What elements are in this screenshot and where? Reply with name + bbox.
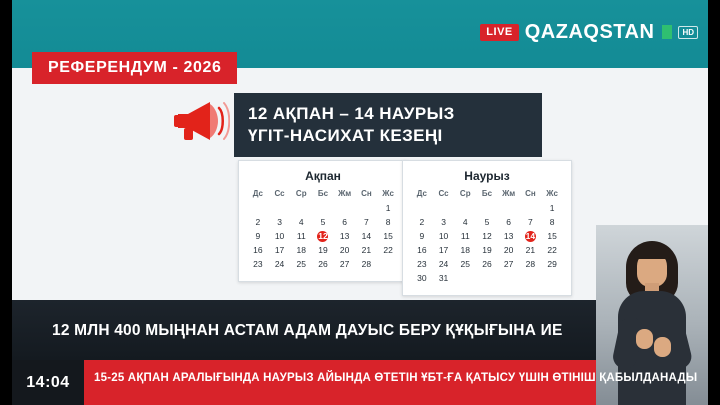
presenter-right-hand bbox=[654, 337, 671, 357]
highlight-marker: 14 bbox=[525, 230, 536, 241]
referendum-tag: РЕФЕРЕНДУМ - 2026 bbox=[32, 52, 237, 84]
calendar-day bbox=[541, 271, 563, 285]
calendar-day: 9 bbox=[255, 231, 261, 241]
calendar-week-row bbox=[411, 271, 563, 285]
calendar-day: 11 bbox=[460, 231, 470, 241]
calendar-day: 17 bbox=[274, 245, 285, 255]
calendar-day: 19 bbox=[318, 245, 328, 255]
calendar-march bbox=[402, 160, 572, 296]
calendar-day: 23 bbox=[253, 259, 263, 269]
calendar-day: 18 bbox=[296, 245, 306, 255]
calendar-week-row bbox=[411, 243, 563, 257]
calendar-day: 20 bbox=[339, 245, 350, 255]
pillarbox-left bbox=[0, 0, 12, 405]
highlight-marker: 12 bbox=[318, 230, 328, 241]
live-badge: LIVE bbox=[480, 24, 518, 41]
megaphone-icon bbox=[172, 96, 230, 144]
calendar-day: 4 bbox=[462, 217, 468, 227]
calendar-day: 18 bbox=[460, 245, 470, 255]
calendar-title: Ақпан bbox=[305, 169, 341, 183]
calendar-day: 8 bbox=[549, 217, 555, 227]
weekday-label: Бс bbox=[481, 189, 493, 198]
lower-third-text: 12 МЛН 400 МЫҢНАН АСТАМ АДАМ ДАУЫС БЕРУ ҚҰҚЫҒЫНА ИЕ bbox=[52, 322, 563, 339]
calendar-day bbox=[433, 201, 455, 215]
calendar-day: 21 bbox=[361, 245, 372, 255]
channel-name: QAZAQSTAN bbox=[524, 21, 655, 43]
calendar-day: 3 bbox=[441, 217, 446, 227]
calendar-day bbox=[411, 201, 433, 215]
calendar-day bbox=[269, 201, 291, 215]
calendar-day: 13 bbox=[503, 231, 514, 241]
calendar-day: 27 bbox=[339, 259, 350, 269]
calendar-day: 7 bbox=[364, 217, 369, 227]
calendar-day: 28 bbox=[525, 259, 536, 269]
calendar-day: 7 bbox=[528, 217, 533, 227]
calendar-day: 15 bbox=[547, 231, 557, 241]
presenter-left-hand bbox=[636, 329, 653, 349]
calendar-week-row bbox=[247, 257, 399, 271]
calendar-day bbox=[520, 271, 542, 285]
channel-logo bbox=[480, 22, 698, 42]
calendar-day: 24 bbox=[274, 259, 285, 269]
calendar-day bbox=[356, 201, 378, 215]
calendar-day bbox=[476, 201, 498, 215]
calendar-day: 22 bbox=[547, 245, 557, 255]
weekday-label: Ср bbox=[459, 189, 471, 198]
calendar-weekday-row bbox=[411, 188, 563, 201]
calendar-day bbox=[498, 271, 520, 285]
calendar-day bbox=[377, 257, 399, 271]
calendar-day: 23 bbox=[417, 259, 427, 269]
calendar-day: 13 bbox=[339, 231, 350, 241]
calendar-day: 24 bbox=[438, 259, 449, 269]
calendar-week-row bbox=[247, 229, 399, 243]
calendar-day bbox=[520, 201, 542, 215]
logo-mark-icon bbox=[662, 25, 672, 39]
calendar-day: 2 bbox=[255, 217, 261, 227]
calendar-week-row bbox=[247, 201, 399, 215]
calendar-week-row bbox=[411, 215, 563, 229]
calendar-day bbox=[476, 271, 498, 285]
pillarbox-right bbox=[708, 0, 720, 405]
calendar-week-row bbox=[411, 201, 563, 215]
calendar-day: 16 bbox=[417, 245, 427, 255]
calendar-day: 5 bbox=[320, 217, 326, 227]
calendar-day bbox=[247, 201, 269, 215]
calendar-day bbox=[312, 201, 334, 215]
calendar-day bbox=[334, 201, 356, 215]
calendar-day: 29 bbox=[547, 259, 557, 269]
calendar-week-row bbox=[411, 229, 563, 243]
clock-display bbox=[12, 360, 84, 405]
calendar-day: 25 bbox=[296, 259, 306, 269]
calendar-day: 10 bbox=[274, 231, 285, 241]
calendar-day: 19 bbox=[482, 245, 492, 255]
calendar-day: 8 bbox=[385, 217, 391, 227]
calendar-day: 10 bbox=[438, 231, 449, 241]
weekday-label: Жс bbox=[546, 189, 558, 198]
headline-line-2: ҮГІТ-НАСИХАТ КЕЗЕҢІ bbox=[248, 126, 443, 145]
calendar-grid bbox=[247, 188, 399, 271]
calendar-day: 21 bbox=[525, 245, 536, 255]
calendar-day: 15 bbox=[383, 231, 393, 241]
calendar-day: 26 bbox=[318, 259, 328, 269]
calendar-week-row bbox=[247, 215, 399, 229]
clock-time: 14:04 bbox=[26, 373, 70, 391]
weekday-label: Сн bbox=[525, 189, 536, 198]
weekday-label: Бс bbox=[317, 189, 329, 198]
calendar-day: 28 bbox=[361, 259, 372, 269]
calendar-day bbox=[498, 201, 520, 215]
calendar-day: 16 bbox=[253, 245, 263, 255]
calendar-day: 25 bbox=[460, 259, 470, 269]
headline-line-1: 12 АҚПАН – 14 НАУРЫЗ bbox=[248, 104, 455, 123]
calendar-week-row bbox=[411, 257, 563, 271]
calendar-day: 17 bbox=[438, 245, 449, 255]
calendar-day: 6 bbox=[342, 217, 348, 227]
calendar-day: 1 bbox=[549, 203, 555, 213]
calendar-weekday-row bbox=[247, 188, 399, 201]
calendar-day: 2 bbox=[419, 217, 425, 227]
calendar-day: 9 bbox=[419, 231, 425, 241]
calendar-week-row bbox=[247, 243, 399, 257]
calendar-day bbox=[454, 271, 476, 285]
calendar-day: 3 bbox=[277, 217, 282, 227]
calendar-day: 1 bbox=[385, 203, 391, 213]
calendar-title: Наурыз bbox=[464, 169, 510, 183]
campaign-headline bbox=[234, 93, 542, 157]
weekday-label: Сс bbox=[438, 189, 449, 198]
calendar-day bbox=[290, 201, 312, 215]
calendar-day: 20 bbox=[503, 245, 514, 255]
calendar-day: 4 bbox=[298, 217, 304, 227]
calendar-day: 5 bbox=[484, 217, 490, 227]
weekday-label: Жс bbox=[382, 189, 394, 198]
calendar-day: 14 bbox=[361, 231, 372, 241]
calendar-day: 6 bbox=[506, 217, 512, 227]
broadcast-content bbox=[12, 0, 708, 405]
weekday-label: Дс bbox=[252, 189, 263, 198]
calendar-day: 31 bbox=[438, 273, 449, 283]
calendar-grid bbox=[411, 188, 563, 285]
calendar-day: 26 bbox=[482, 259, 492, 269]
calendar-february bbox=[238, 160, 408, 282]
calendar-day-highlighted bbox=[520, 229, 542, 243]
weekday-label: Сс bbox=[274, 189, 285, 198]
calendar-day: 11 bbox=[296, 231, 306, 241]
weekday-label: Жм bbox=[338, 189, 352, 198]
hd-badge: HD bbox=[678, 26, 698, 39]
calendar-day: 30 bbox=[417, 273, 427, 283]
weekday-label: Дс bbox=[416, 189, 427, 198]
weekday-label: Сн bbox=[361, 189, 372, 198]
calendar-day-highlighted bbox=[312, 229, 334, 243]
news-ticker-text: 15-25 АҚПАН АРАЛЫҒЫНДА НАУРЫЗ АЙЫНДА ӨТЕТІН ҰБТ-ҒА ҚАТЫСУ ҮШІН ӨТІНІШ ҚАБЫЛДАНАДЫ bbox=[94, 372, 698, 384]
calendar-day bbox=[454, 201, 476, 215]
calendar-day: 27 bbox=[503, 259, 514, 269]
weekday-label: Жм bbox=[502, 189, 516, 198]
weekday-label: Ср bbox=[295, 189, 307, 198]
calendar-day: 22 bbox=[383, 245, 393, 255]
presenter-hair-fringe bbox=[634, 245, 670, 259]
calendar-day: 12 bbox=[482, 231, 492, 241]
